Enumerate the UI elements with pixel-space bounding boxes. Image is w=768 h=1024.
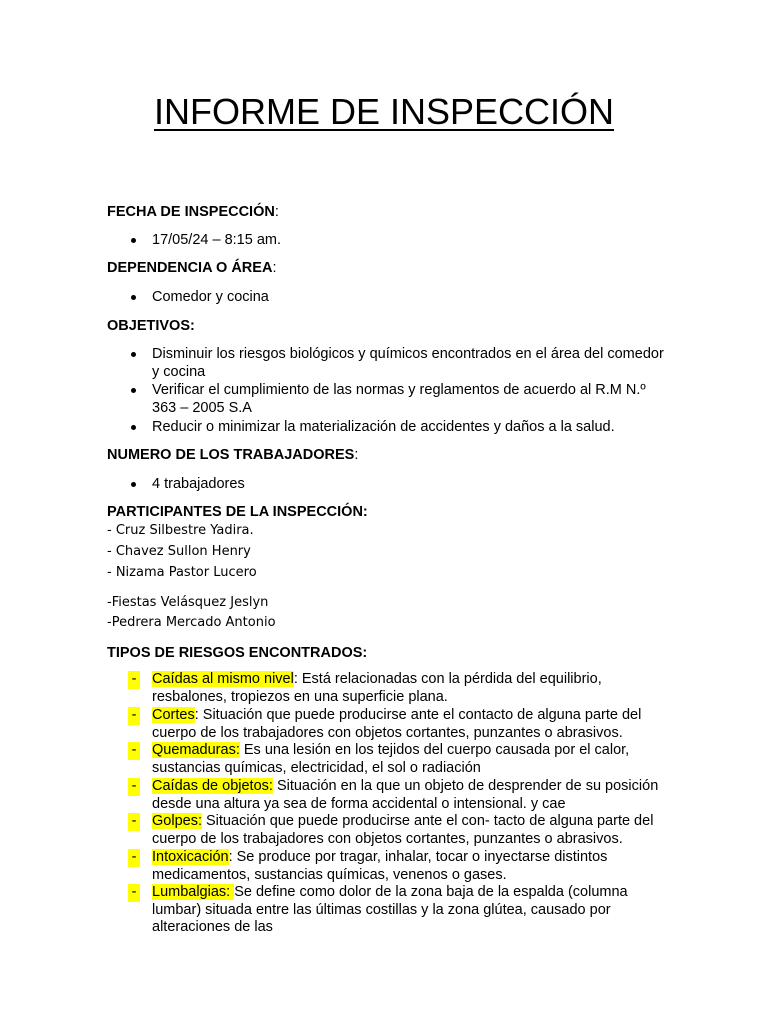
risk-desc: Situación que puede producirse ante el con- tacto de alguna parte del cuerpo de los trabajadores con objetos cortantes, punzantes o abrasivos. [152, 813, 654, 847]
risk-dash: - [128, 671, 140, 689]
participantes-heading: PARTICIPANTES DE LA INSPECCIÓN: [107, 504, 368, 520]
risk-desc: : Situación que puede producirse ante el contacto de alguna parte del cuerpo de los trabajadores con objetos cortantes, punzantes o abrasivos. [152, 707, 642, 741]
trabajadores-heading [107, 446, 358, 464]
trabajadores-colon: : [354, 447, 359, 463]
risk-desc: Se define como dolor de la zona baja de la espalda (columna lumbar) situada entre las últimas costillas y la zona glútea, causado por alteraciones de las [152, 884, 628, 935]
risk-term: Lumbalgias: [152, 884, 235, 900]
risk-item [131, 813, 667, 848]
risk-dash: - [128, 707, 140, 725]
risk-dash: - [128, 884, 140, 902]
participant-item: -Pedrera Mercado Antonio [107, 615, 276, 630]
risk-item [131, 742, 667, 777]
dependencia-colon: : [272, 260, 277, 276]
risk-term: Caídas al mismo nivel [152, 671, 294, 687]
objetivo-item: Reducir o minimizar la materialización de accidentes y daños a la salud. [152, 418, 672, 436]
dependencia-label: DEPENDENCIA O ÁREA [107, 260, 273, 276]
risk-desc: : Se produce por tragar, inhalar, tocar o inyectarse distintos medicamentos, sustancias químicas, venenos o gases. [152, 849, 608, 883]
risk-item [131, 778, 667, 813]
fecha-label: FECHA DE INSPECCIÓN [107, 204, 275, 220]
objetivo-item: Verificar el cumplimiento de las normas y reglamentos de acuerdo al R.M N.º 363 – 2005 S.A [152, 381, 672, 417]
risk-desc: Situación en la que un objeto de desprender de su posición desde una altura ya sea de forma accidental o intensional. y cae [152, 778, 659, 812]
risk-dash: - [128, 813, 140, 831]
risk-term: Golpes: [152, 813, 202, 829]
fecha-heading [107, 203, 279, 221]
dependencia-heading [107, 259, 276, 277]
objetivo-item: Disminuir los riesgos biológicos y químicos encontrados en el área del comedor y cocina [152, 345, 672, 381]
trabajadores-value: 4 trabajadores [152, 476, 245, 492]
participant-item: - Chavez Sullon Henry [107, 544, 251, 559]
objetivos-heading: OBJETIVOS: [107, 318, 195, 334]
risk-item [131, 671, 667, 706]
participant-item: - Cruz Silbestre Yadira. [107, 523, 254, 538]
risk-desc: Es una lesión en los tejidos del cuerpo causada por el calor, sustancias químicas, electricidad, el sol o radiación [152, 742, 630, 776]
dependencia-value: Comedor y cocina [152, 289, 269, 305]
risk-term: Quemaduras: [152, 742, 240, 758]
risk-desc: : Está relacionadas con la pérdida del equilibrio, resbalones, tropiezos en una superficie plana. [152, 671, 602, 705]
risk-dash: - [128, 742, 140, 760]
trabajadores-label: NUMERO DE LOS TRABAJADORES [107, 447, 355, 463]
risk-item [131, 884, 667, 937]
risk-dash: - [128, 849, 140, 867]
risk-term: Intoxicación [152, 849, 229, 865]
riesgos-heading: TIPOS DE RIESGOS ENCONTRADOS: [107, 645, 368, 661]
participant-item: -Fiestas Velásquez Jeslyn [107, 595, 269, 610]
risk-item [131, 849, 667, 884]
risk-term: Caídas de objetos: [152, 778, 273, 794]
risk-item [131, 707, 667, 742]
participant-item: - Nizama Pastor Lucero [107, 565, 257, 580]
fecha-value: 17/05/24 – 8:15 am. [152, 232, 281, 248]
fecha-colon: : [274, 204, 279, 220]
risk-dash: - [128, 778, 140, 796]
page-title: INFORME DE INSPECCIÓN [153, 91, 615, 132]
risk-term: Cortes [152, 707, 195, 723]
